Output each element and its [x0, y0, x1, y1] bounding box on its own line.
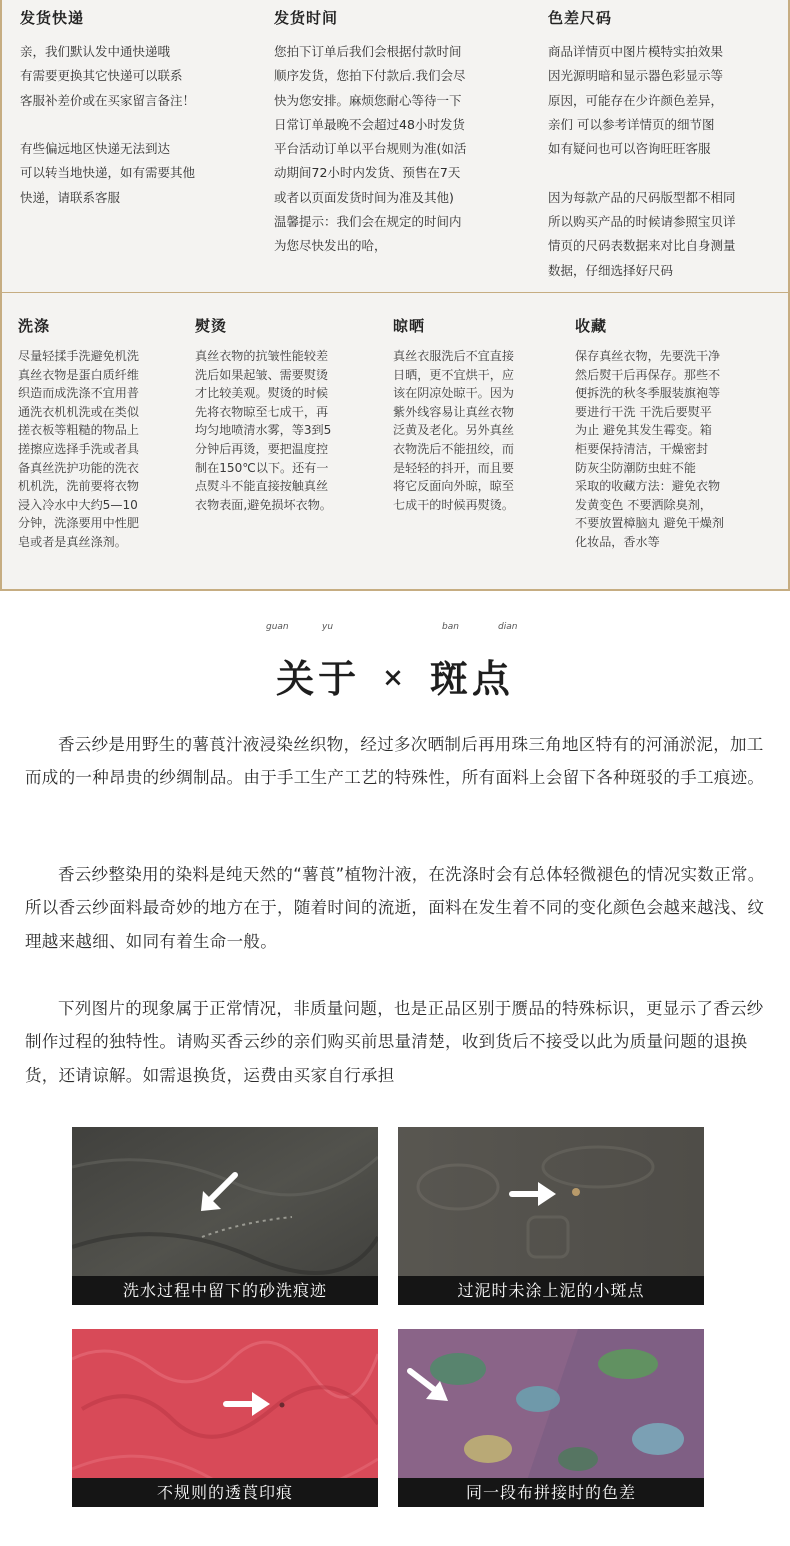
arrow-right-icon	[222, 1389, 272, 1419]
photo-2-caption: 过泥时未涂上泥的小斑点	[398, 1276, 704, 1305]
pinyin-ban: ban	[442, 622, 459, 632]
color-size-text: 商品详情页中图片模特实拍效果 因光源明暗和显示器色彩显示等 原因，可能存在少许颜色差异， 亲们 可以参考详情页的细节图 如有疑问也可以咨询旺旺客服 因为每款产品的尺码版型都不相同 所以购买产品的时候请参照宝贝详 情页的尺码表数据来对比自身测量 数据，仔细选择好尺码	[548, 44, 736, 278]
photo-color-difference	[398, 1329, 704, 1507]
photo-irregular-marks	[72, 1329, 378, 1507]
color-size-title: 色差尺码	[548, 9, 613, 27]
iron-title: 熨烫	[195, 317, 228, 335]
pinyin-dian: dian	[498, 622, 518, 632]
arrow-down-right-icon	[406, 1367, 452, 1407]
iron-section	[195, 316, 380, 514]
color-size-section	[548, 8, 784, 283]
photo-mud-spots	[398, 1127, 704, 1305]
dry-title: 晾晒	[393, 317, 426, 335]
arrow-right-icon	[508, 1179, 558, 1209]
pinyin-yu: yu	[322, 622, 334, 632]
heading-cross: ×	[382, 663, 408, 693]
paragraph-dye: 香云纱整染用的染料是纯天然的“薯莨”植物汁液，在洗涤时会有总体轻微褪色的情况实数正常。所以香云纱面料最奇妙的地方在于，随着时间的流逝，面料在发生着不同的变化颜色会越来越浅、纹理越来越细、如同有着生命一般。	[25, 865, 765, 951]
heading-title	[0, 648, 790, 703]
wash-title: 洗涤	[18, 317, 51, 335]
info-panel	[0, 0, 790, 591]
shipping-section	[20, 8, 260, 210]
heading-title-spots: 斑点	[429, 656, 514, 701]
shipping-title: 发货快递	[20, 9, 85, 27]
photo-sand-wash-marks	[72, 1127, 378, 1305]
photo-1-caption: 洗水过程中留下的砂洗痕迹	[72, 1276, 378, 1305]
shipping-text: 亲，我们默认发中通快递哦 有需要更换其它快递可以联系 客服补差价或在买家留言备注！ 有些偏远地区快递无法到达 可以转当地快递，如有需要其他 快递，请联系客服	[20, 44, 196, 205]
photo-3-caption: 不规则的透莨印痕	[72, 1478, 378, 1507]
arrow-down-left-icon	[195, 1171, 241, 1217]
photo-4-caption: 同一段布拼接时的色差	[398, 1478, 704, 1507]
ship-time-section	[274, 8, 534, 259]
spots-heading	[0, 622, 790, 702]
store-text: 保存真丝衣物，先要洗干净 然后熨干后再保存。那些不 便拆洗的秋冬季服装旗袍等 要进行干洗 干洗后要熨平 为止 避免其发生霉变。箱 柜要保持清洁，干燥密封 防灰尘防潮防虫蛀不能 采取的收藏方法：避免衣物 发黄变色 不要洒除臭剂， 不要放置樟脑丸 避免干燥剂 化妆品，香水等	[575, 349, 724, 549]
paragraph-intro: 香云纱是用野生的薯莨汁液浸染丝织物，经过多次晒制后再用珠三角地区特有的河涌淤泥，加工而成的一种昂贵的纱绸制品。由于手工生产工艺的特殊性，所有面料上会留下各种斑驳的手工痕迹。	[25, 735, 765, 788]
paragraph-notice: 下列图片的现象属于正常情况，非质量问题，也是正品区别于赝品的特殊标识，更显示了香云纱制作过程的独特性。请购买香云纱的亲们购买前思量清楚，收到货后不接受以此为质量问题的退换货，还请谅解。如需退换货，运费由买家自行承担	[25, 999, 764, 1085]
section-divider	[2, 292, 788, 293]
iron-text: 真丝衣物的抗皱性能较差 洗后如果起皱、需要熨烫 才比较美观。熨烫的时候 先将衣物晾至七成干，再 均匀地喷清水雾，等3到5 分钟后再烫，要把温度控 制在150℃以下。还有一 点熨斗不能直接按触真丝 衣物表面,避免损坏衣物。	[195, 349, 332, 512]
heading-title-about: 关于	[276, 656, 361, 701]
store-title: 收藏	[575, 317, 608, 335]
pinyin-guan: guan	[266, 622, 289, 632]
wash-section	[18, 316, 188, 552]
store-section	[575, 316, 780, 552]
ship-time-text: 您拍下订单后我们会根据付款时间 顺序发货，您拍下付款后.我们会尽 快为您安排。麻烦您耐心等待一下 日常订单最晚不会超过48小时发货 平台活动订单以平台规则为准(如活 动期间72小时内发货、预售在7天 或者以页面发货时间为准及其他) 温馨提示：我们会在规定的时间内 为您尽快发出的哈，	[274, 44, 467, 254]
ship-time-title: 发货时间	[274, 9, 339, 27]
wash-text: 尽量轻揉手洗避免机洗 真丝衣物是蛋白质纤维 织造而成洗涤不宜用普 通洗衣机机洗或在类似 搓衣板等粗糙的物品上 搓擦应选择手洗或者具 备真丝洗护功能的洗衣 机机洗，洗前要将衣物 浸入冷水中大约5—10 分钟，洗涤要用中性肥 皂或者是真丝涤剂。	[18, 349, 139, 549]
dry-section	[393, 316, 563, 514]
dry-text: 真丝衣服洗后不宜直接 日晒，更不宜烘干，应 该在阴凉处晾干。因为 紫外线容易让真丝衣物 泛黄及老化。另外真丝 衣物洗后不能扭绞，而 是轻轻的抖开，而且要 将它反面向外晾，晾至 七成干的时候再熨烫。	[393, 349, 514, 512]
